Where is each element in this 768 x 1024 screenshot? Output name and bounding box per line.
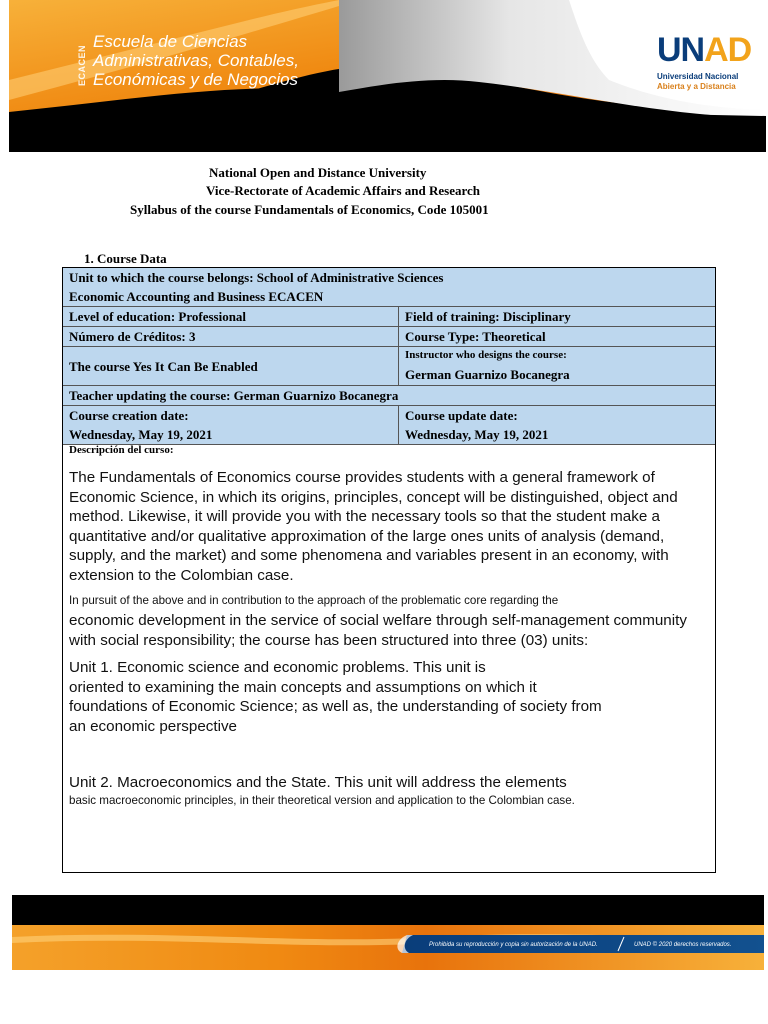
unad-logo-line1: Universidad Nacional [657, 72, 739, 81]
unit1-block [69, 658, 709, 736]
unit2-block [69, 773, 709, 808]
instructor-cell [399, 347, 715, 385]
table-row [63, 268, 715, 307]
enabled-text: The course Yes It Can Be Enabled [69, 358, 258, 374]
ecacen-vertical-tag: ECACEN [77, 44, 87, 86]
school-name-line: Escuela de Ciencias [93, 32, 248, 51]
unad-logo-un: UN [657, 31, 705, 69]
unit2-line: basic macroeconomic principles, in their theoretical version and application to the Colombian case. [69, 793, 575, 807]
unad-logo-ad: AD [704, 31, 752, 69]
vice-rectorate-title: Vice-Rectorate of Academic Affairs and Research [206, 183, 480, 198]
course-data-table [62, 267, 716, 873]
update-date-label: Course update date: [405, 408, 518, 423]
table-row [63, 307, 715, 327]
enabled-cell [63, 347, 399, 385]
update-date-cell [399, 406, 715, 444]
footer-background-graphic [12, 895, 764, 970]
school-name [93, 32, 299, 89]
table-row [63, 347, 715, 386]
course-type-cell: Course Type: Theoretical [399, 327, 715, 346]
syllabus-title: Syllabus of the course Fundamentals of Economics, Code 105001 [130, 202, 489, 217]
unit1-line: Unit 1. Economic science and economic problems. This unit is [69, 659, 486, 676]
unit-line: Unit to which the course belongs: School of Administrative Sciences [69, 270, 444, 285]
teacher-updating-cell: Teacher updating the course: German Guarnizo Bocanegra [63, 386, 715, 405]
table-row [63, 386, 715, 406]
school-name-line: Económicas y de Negocios [93, 70, 299, 89]
description-paragraph: The Fundamentals of Economics course provides students with a general framework of Economic Science, in which its origins, principles, concept will be distinguished, object and method. Likewise, it will provide you with the necessary tools so that the student make a quantitative and/or qualitative approximation of the large ones units of analysis (demand, supply, and the market) and some phenomena and variables present in an economy, with extension to the Colombian case. [69, 469, 678, 584]
course-description-cell [63, 444, 715, 872]
instructor-name: German Guarnizo Bocanegra [405, 367, 570, 382]
unad-logo-word [657, 32, 751, 68]
footer-copy-notice: Prohibida su reproducción y copia sin autorización de la UNAD. [429, 942, 598, 948]
unad-logo [657, 31, 752, 98]
description-paragraph: economic development in the service of social welfare through self-management community with social responsibility; the course has been structured into three (03) units: [69, 612, 687, 649]
unit1-line: foundations of Economic Science; as well as, the understanding of society from [69, 698, 602, 715]
unit-cell [63, 268, 715, 306]
footer-banner [12, 895, 764, 970]
description-label: Descripción del curso: [69, 444, 174, 456]
creation-date-cell [63, 406, 399, 444]
level-cell: Level of education: Professional [63, 307, 399, 326]
section-heading: 1. Course Data [84, 251, 167, 266]
creation-date-label: Course creation date: [69, 408, 189, 423]
unit1-line: an economic perspective [69, 717, 237, 735]
description-paragraph-intro: In pursuit of the above and in contribution to the approach of the problematic core regarding the [69, 594, 559, 607]
table-row [63, 327, 715, 347]
header-banner [9, 0, 766, 152]
unit1-line: oriented to examining the main concepts and assumptions on which it [69, 678, 537, 696]
unit2-line: Unit 2. Macroeconomics and the State. This unit will address the elements [69, 774, 567, 791]
university-title: National Open and Distance University [209, 165, 427, 180]
unit-line: Economic Accounting and Business ECACEN [69, 289, 324, 304]
creation-date-value: Wednesday, May 19, 2021 [69, 427, 213, 442]
update-date-value: Wednesday, May 19, 2021 [405, 427, 549, 442]
school-name-line: Administrativas, Contables, [93, 51, 299, 70]
footer-copyright: UNAD © 2020 derechos reservados. [634, 942, 732, 948]
unad-logo-line2: Abierta y a Distancia [657, 82, 736, 91]
credits-cell: Número de Créditos: 3 [63, 327, 399, 346]
field-cell: Field of training: Disciplinary [399, 307, 715, 326]
instructor-label: Instructor who designs the course: [405, 349, 567, 361]
table-row [63, 406, 715, 445]
